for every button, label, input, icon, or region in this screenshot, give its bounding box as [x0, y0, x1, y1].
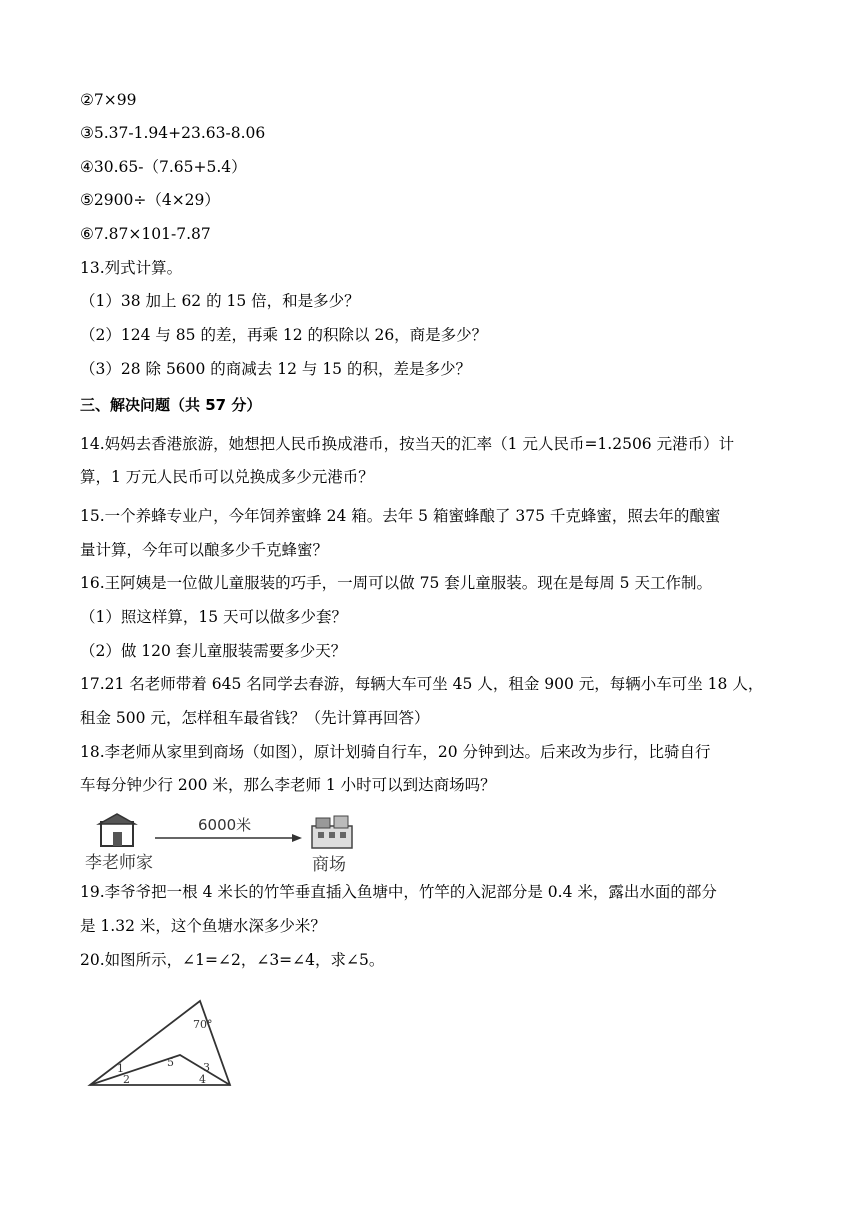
section-heading: 三、解决问题（共 57 分）: [80, 396, 262, 414]
mall-label: 商场: [312, 855, 346, 875]
problem-14-line-2: 算，1 万元人民币可以兑换成多少元港币？: [80, 468, 374, 486]
problem-12-item-6: ⑥7.87×101-7.87: [80, 225, 211, 243]
problem-12-item-5: ⑤2900÷（4×29）: [80, 191, 220, 209]
problem-12-item-3: ③5.37-1.94+23.63-8.06: [80, 124, 266, 142]
angle-2-label: 2: [123, 1073, 130, 1086]
problem-13-part-3: （3）28 除 5600 的商减去 12 与 15 的积，差是多少？: [80, 360, 471, 378]
problem-19-line-2: 是 1.32 米，这个鱼塘水深多少米？: [80, 917, 326, 935]
problem-19-line-1: 19.李爷爷把一根 4 米长的竹竿垂直插入鱼塘中，竹竿的入泥部分是 0.4 米，露出水面的部分: [80, 883, 717, 901]
mall-icon: [312, 816, 352, 848]
triangle-figure: [85, 998, 245, 1093]
house-icon: [99, 814, 135, 846]
problem-15-line-2: 量计算，今年可以酿多少千克蜂蜜？: [80, 541, 329, 559]
angle-4-label: 4: [199, 1073, 206, 1086]
problem-17-line-2: 租金 500 元，怎样租车最省钱？（先计算再回答）: [80, 709, 430, 727]
problem-18-line-1: 18.李老师从家里到商场（如图），原计划骑自行车，20 分钟到达。后来改为步行，比骑自行: [80, 743, 711, 761]
angle-1-label: 1: [117, 1062, 124, 1075]
problem-13-heading: 13.列式计算。: [80, 259, 183, 277]
problem-14-line-1: 14.妈妈去香港旅游，她想把人民币换成港币，按当天的汇率（1 元人民币=1.2506 元港币）计: [80, 435, 735, 453]
problem-13-part-1: （1）38 加上 62 的 15 倍，和是多少？: [80, 292, 360, 310]
distance-figure: [80, 812, 370, 882]
angle-5-label: 5: [167, 1056, 174, 1069]
problem-12-item-4: ④30.65-（7.65+5.4）: [80, 158, 247, 176]
problem-16-part-2: （2）做 120 套儿童服装需要多少天？: [80, 642, 347, 660]
problem-16-line-1: 16.王阿姨是一位做儿童服装的巧手，一周可以做 75 套儿童服装。现在是每周 5 天工作制。: [80, 574, 712, 592]
problem-16-part-1: （1）照这样算，15 天可以做多少套？: [80, 608, 348, 626]
problem-20-line: 20.如图所示，∠1=∠2，∠3=∠4，求∠5。: [80, 951, 385, 969]
problem-13-part-2: （2）124 与 85 的差，再乘 12 的积除以 26，商是多少？: [80, 326, 488, 344]
problem-12-item-2: ②7×99: [80, 91, 137, 109]
distance-label: 6000米: [198, 816, 252, 834]
angle-3-label: 3: [203, 1061, 210, 1074]
angle-70-label: 70°: [193, 1018, 213, 1031]
home-label: 李老师家: [85, 853, 153, 873]
problem-17-line-1: 17.21 名老师带着 645 名同学去春游，每辆大车可坐 45 人，租金 900 元，每辆小车可坐 18 人，: [80, 675, 764, 693]
problem-15-line-1: 15.一个养蜂专业户，今年饲养蜜蜂 24 箱。去年 5 箱蜜蜂酿了 375 千克蜂蜜，照去年的酿蜜: [80, 507, 721, 525]
problem-18-line-2: 车每分钟少行 200 米，那么李老师 1 小时可以到达商场吗？: [80, 776, 496, 794]
